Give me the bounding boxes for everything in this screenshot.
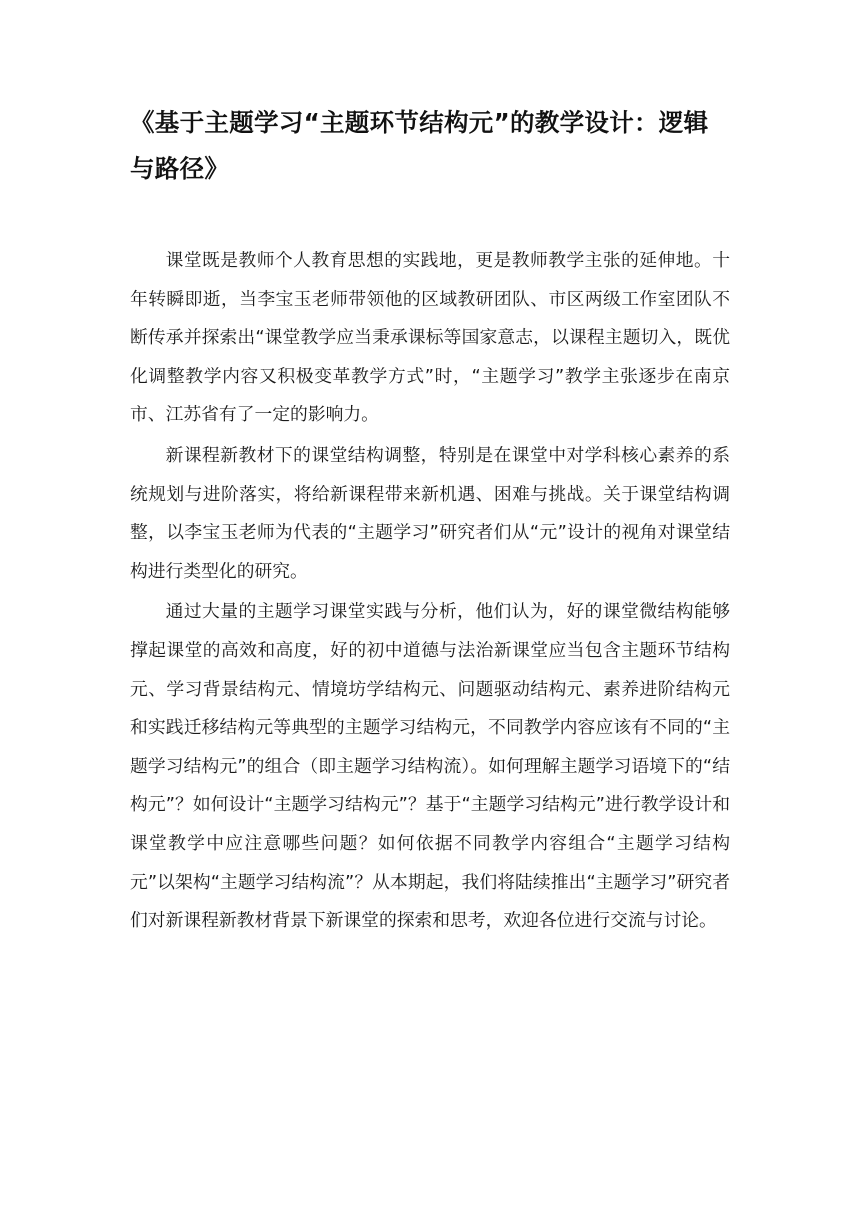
paragraph-2: 新课程新教材下的课堂结构调整，特别是在课堂中对学科核心素养的系统规划与进阶落实，将给新课程带来新机遇、困难与挑战。关于课堂结构调整，以李宝玉老师为代表的“主题学习”研究者们从“元”设计的视角对课堂结构进行类型化的研究。 (130, 444, 730, 582)
document-title: 《基于主题学习“主题环节结构元”的教学设计：逻辑与路径》 (130, 108, 709, 183)
document-body (130, 242, 730, 941)
paragraph-1: 课堂既是教师个人教育思想的实践地，更是教师教学主张的延伸地。十年转瞬即逝，当李宝玉老师带领他的区域教研团队、市区两级工作室团队不断传承并探索出“课堂教学应当秉承课标等国家意志，以课程主题切入，既优化调整教学内容又积极变革教学方式”时，“主题学习”教学主张逐步在南京市、江苏省有了一定的影响力。 (130, 250, 730, 426)
paragraph-3: 通过大量的主题学习课堂实践与分析，他们认为，好的课堂微结构能够撑起课堂的高效和高度，好的初中道德与法治新课堂应当包含主题环节结构元、学习背景结构元、情境坊学结构元、问题驱动结构元、素养进阶结构元和实践迁移结构元等典型的主题学习结构元，不同教学内容应该有不同的“主题学习结构元”的组合（即主题学习结构流）。如何理解主题学习语境下的“结构元”？如何设计“主题学习结构元”？基于“主题学习结构元”进行教学设计和课堂教学中应注意哪些问题？如何依据不同教学内容组合“主题学习结构元”以架构“主题学习结构流”？从本期起，我们将陆续推出“主题学习”研究者们对新课程新教材背景下新课堂的探索和思考，欢迎各位进行交流与讨论。 (130, 601, 730, 932)
